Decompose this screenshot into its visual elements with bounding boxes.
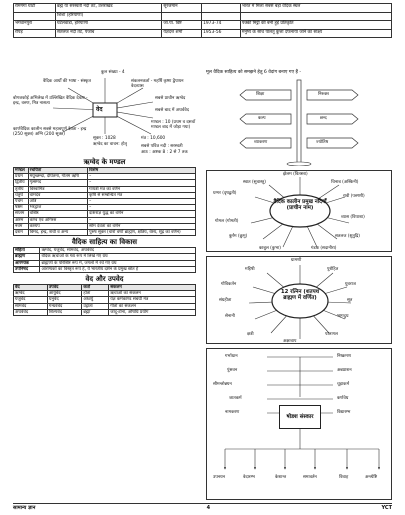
rivers-center: वैदिक कालीन प्रमुख नदियाँ (प्राचीन नाम): [273, 199, 327, 211]
table-cell: गृत्समद: [28, 180, 88, 186]
ratnin-center: 12 रत्निन (शतपथ ब्राह्मण में वर्णित): [280, 289, 320, 301]
table-cell: आयुर्वेद: [47, 291, 81, 297]
rivers-diagram: [206, 170, 392, 252]
vedanga-kalp: कल्प: [258, 116, 266, 121]
vaidik-table: [13, 247, 196, 273]
table-cell: पक्की मिट्टी की बनी हुई प्रतिकृति: [240, 21, 391, 30]
table-cell: –: [88, 217, 196, 223]
table-cell: शिल्पवेद: [47, 309, 81, 315]
table-row: [14, 29, 392, 38]
veda-title: कुल संख्या - 4: [101, 70, 125, 75]
mandala-title: ऋग्वेद के मण्डल: [83, 158, 126, 166]
table-cell: भारत में मिला सबसे बड़ा वैदिक स्थल: [240, 4, 391, 13]
table-cell: द्वितीय: [14, 180, 29, 186]
left-column: [13, 70, 196, 316]
vedanga-nirukt: निरुक्त: [318, 92, 329, 97]
table-cell: दशम: [14, 230, 29, 236]
veda-item-river: सबसे पवित्र नदी : सरस्वती: [141, 144, 183, 149]
veda-item-language: वैदिक आर्यों की भाषा - संस्कृत: [43, 79, 91, 84]
sanskar-antyeshti: अन्त्येष्टि: [365, 475, 377, 480]
ratnin-spokes: [207, 257, 393, 345]
table-row: [14, 230, 196, 236]
veda-diagram: [13, 70, 196, 156]
table-cell: यज्ञ कर्मकाण्ड संबंधी मंत्र: [109, 297, 196, 303]
ratnin-yuvraj: युवराज: [345, 282, 356, 287]
river-chinab: चिनाब (अस्किनी): [331, 180, 359, 185]
table-cell: नवम: [14, 223, 29, 229]
veda-center-label: वेद: [96, 106, 103, 113]
vedanga-caption: मूल वैदिक साहित्य को समझने हेतु 6 वेदांग बनाए गए हैं -: [206, 70, 302, 75]
ratnin-mahishi: महिषी: [245, 267, 255, 272]
table-cell: गायत्री मंत्र का वर्णन: [88, 186, 196, 192]
table-cell: वामदेव: [28, 192, 88, 198]
footer-page-number: 4: [206, 505, 211, 511]
ratnin-sangrahita: संग्रहीता: [219, 298, 232, 303]
sanskar-vidyarambh: विद्यारम्भ: [337, 410, 351, 415]
table-cell: विश्वामित्र: [28, 186, 88, 192]
ratnin-senani: सेनानी: [225, 314, 235, 319]
vedanga-shiksha: शिक्षा: [256, 92, 265, 97]
table-cell: अत्रि: [28, 199, 88, 205]
vedanga-jyotish: ज्योतिष: [316, 140, 329, 145]
river-gandak: गंडक (सदानीरा): [311, 246, 337, 251]
river-gomal: गोमल (गोमती): [215, 219, 239, 224]
veda-item-mandala: मण्डल : 10 (प्रथम व दसवाँ मण्डल बाद में जोड़ा गया): [151, 120, 196, 130]
table-cell: उद्गाता: [82, 303, 109, 309]
table-cell: दाशराज्ञ युद्ध का वर्णन: [88, 211, 196, 217]
ratnin-sut: सूत: [347, 298, 353, 303]
ratnin-diagram: [206, 256, 392, 344]
table-cell: धनुर्वेद: [47, 297, 81, 303]
sanskar-garbhadhan: गर्भाधान: [225, 354, 238, 359]
veda-item-oldest: सबसे प्राचीन ऋग्वेद: [155, 96, 186, 101]
sanskar-karnvedh: कर्णवेध: [337, 396, 349, 401]
vedanga-vyakaran: व्याकरण: [254, 140, 268, 145]
table-cell: ब्राह्मणों के परिशिष्ट रूप में, जंगलों में रचे गए ग्रंथ: [40, 260, 196, 266]
veda-item-compiler: संकलनकर्ता - महर्षि कृष्ण द्वैपायन वेदव्यास: [131, 79, 184, 89]
sanskar-annaprashan: अन्नप्राशन: [337, 368, 352, 373]
table-cell: भरद्वाज: [28, 205, 88, 211]
veda-item-latest: सबसे बाद में अथर्ववेद: [155, 108, 189, 113]
river-kabul: काबुल (कुभा): [259, 246, 281, 251]
vedanga-diagram: [206, 70, 392, 166]
river-ravi: रावी (परुष्णी): [343, 194, 365, 199]
table-cell: तृतीय: [14, 186, 29, 192]
sanskar-diagram: [206, 348, 392, 500]
table-cell: रोपड़: [14, 29, 56, 38]
veda-item-ashtak: आठ : अष्टक 8 : 2 से 7 तक: [141, 150, 188, 155]
ratnin-gramani: ग्रामणी: [291, 258, 302, 263]
veda-item-mantra: मंत्र : 10,600: [141, 136, 166, 141]
sanskar-center: षोडश संस्कार: [279, 405, 321, 429]
sanskar-punsavan: पुंसवन: [227, 368, 238, 373]
table-cell: घटेलवाडा, हरियाणा: [55, 21, 161, 30]
vedanga-chhand: छन्द: [320, 116, 327, 121]
table-cell: षष्ठम: [14, 205, 29, 211]
table-cell: वैदिक ऋचाओं के गद्य रूप में लिखे गए ग्रंथ: [40, 254, 196, 260]
ratnin-palagal: पालागल: [325, 332, 338, 337]
rivers-spokes: [207, 171, 393, 253]
sanskar-upanayan: उपनयन: [213, 475, 226, 480]
table-cell: शिशा (हरियाणा): [55, 12, 161, 21]
table-cell: सतलज नदी तट, पंजाब: [55, 29, 161, 38]
table-cell: [162, 12, 202, 21]
table-cell: सूरजमान: [162, 4, 202, 13]
sanskar-vivah: विवाह: [339, 475, 349, 480]
ratnin-bhagdugh: भागदुध: [337, 314, 349, 319]
ratnin-purohit: पुरोहित: [327, 267, 339, 272]
table-cell: मनुष्य के साथ पालतू कुत्ता दफनाया जाने का साक्ष्य: [240, 29, 391, 38]
signpost-graphic: [206, 70, 392, 166]
column-header: संकलन: [109, 285, 196, 291]
ved-upved-title: वेद और उपवेद: [85, 275, 124, 284]
table-cell: 1953-56: [202, 29, 241, 38]
column-header: वेद: [14, 285, 48, 291]
table-cell: ब्रह्म या सरस्वती नदी तट, उत्तराखंड: [55, 4, 161, 13]
table-cell: ऋचाओं का संकलन: [109, 291, 196, 297]
row-header: उपनिषद: [14, 266, 40, 272]
table-cell: सप्तम: [14, 211, 29, 217]
table-cell: यजुर्वेद: [14, 297, 48, 303]
table-row: [14, 12, 392, 21]
column-header: रचयिता: [28, 168, 88, 174]
page-footer: [13, 503, 392, 511]
table-cell: प्रथम: [14, 174, 29, 180]
row-header: संहिता: [14, 248, 40, 254]
table-cell: सामवेद: [14, 303, 48, 309]
sanskar-chudakarm: चूड़ाकर्म: [337, 382, 350, 387]
vaidik-title: वैदिक साहित्य का विकास: [71, 238, 138, 247]
row-header: ब्राह्मण: [14, 254, 40, 260]
table-cell: 1973-74: [202, 21, 241, 30]
river-vyas: व्यास (विपाशा): [341, 215, 365, 220]
table-cell: गीतों का संकलन: [109, 303, 196, 309]
table-cell: सोम देवता का वर्णन: [88, 223, 196, 229]
table-cell: ऋग्वेद, यजुर्वेद, सामवेद, अथर्ववेद: [40, 248, 196, 254]
sanskar-namkaran: नामकरण: [225, 410, 240, 415]
table-cell: यज्ञदत्त शर्मा: [162, 29, 202, 38]
table-cell: रामगंगा घाटी: [14, 4, 56, 13]
table-cell: कृषि से सम्बन्धित मंत्र: [88, 192, 196, 198]
table-cell: अथर्ववेद: [14, 309, 48, 315]
table-cell: ब्रह्मा: [82, 309, 109, 315]
table-cell: जादू-टोना, औषधि प्रयोग: [109, 309, 196, 315]
table-cell: आरण्यकों का विस्तृत रूप है, ये भारतीय दर्शन के प्रमुख स्रोत हैं: [40, 266, 196, 272]
table-cell: कण्व एवं अंगिरस: [28, 217, 88, 223]
table-cell: चतुर्थ: [14, 192, 29, 198]
footer-publisher: YCT: [381, 505, 392, 511]
table-cell: –: [88, 180, 196, 186]
table-cell: [14, 12, 56, 21]
table-cell: [202, 4, 241, 13]
ratnin-kshatri: क्षत्री: [247, 332, 254, 337]
table-cell: ऋग्वेद: [14, 291, 48, 297]
table-cell: –: [88, 199, 196, 205]
sanskar-jatkarm: जातकर्म: [229, 396, 242, 401]
table-cell: [240, 12, 391, 21]
table-cell: अध्वर्यु: [82, 297, 109, 303]
column-header: उपवेद: [47, 285, 81, 291]
table-cell: गन्धर्ववेद: [47, 303, 81, 309]
table-cell: –: [88, 205, 196, 211]
table-cell: जा.पा. विष्ट: [162, 21, 202, 30]
ratnin-akshavap: अक्षावाप: [283, 339, 297, 344]
sanskar-simantonnayan: सीमन्तोन्नयन: [213, 382, 232, 387]
table-cell: कश्यप: [28, 223, 88, 229]
veda-item-recitation: ऋग्वेद का वाचन: होतृ: [93, 142, 127, 147]
table-row: [14, 21, 392, 30]
table-cell: होता: [82, 291, 109, 297]
table-cell: पुरुष सूक्त (चारों वर्णों ब्राह्मण, क्षत्रिय, वैश्य, शूद्र का वर्णन): [88, 230, 196, 236]
sanskar-vedarambh: वेदारम्भ: [243, 475, 255, 480]
table-cell: मधुच्छन्दा, दीर्घतमा, गौतम ऋषि: [28, 174, 88, 180]
column-header: कर्ता: [82, 285, 109, 291]
sanskar-samavartan: समावर्तन: [303, 475, 317, 480]
table-cell: भगवानपुरा: [14, 21, 56, 30]
table-row: [14, 266, 196, 272]
sanskar-nishkraman: निष्क्रमण: [337, 354, 351, 359]
row-header: आरण्यक: [14, 260, 40, 266]
table-cell: [202, 12, 241, 21]
ved-upved-table: [13, 284, 196, 316]
column-header: मण्डल: [14, 168, 29, 174]
river-satluj: सतलज (शुतुद्रि): [335, 234, 360, 239]
table-cell: –: [88, 174, 196, 180]
footer-subject: सामान्य ज्ञान: [13, 505, 36, 511]
column-header: विशेष: [88, 168, 196, 174]
river-swat: स्वात (सुवास्तु): [243, 180, 266, 185]
veda-item-gods: कार्णवैदिक कालीन सबसे महत्वपूर्ण देवता - इन्द्र (250 सूक्त) अग्नि (200 सूक्त): [13, 127, 87, 137]
table-row: [14, 309, 196, 315]
sanskar-keshant: केशान्त: [275, 475, 287, 480]
table-cell: पंचम: [14, 199, 29, 205]
table-row: [14, 4, 392, 13]
table-cell: अष्टम: [14, 217, 29, 223]
sites-table: [13, 3, 392, 38]
mandala-table: [13, 167, 196, 236]
river-ghaggar: घग्गर (दृषद्वती): [213, 191, 237, 196]
table-cell: विमद, इन्द्र, शची व अन्य: [28, 230, 88, 236]
veda-item-sukta: सूक्त : 1028: [93, 136, 116, 141]
table-cell: वशिष्ठ: [28, 211, 88, 217]
veda-item-boghazkoi: बोगजकोई अभिलेख में उल्लिखित वैदिक देवता - इन्द्र, वरुण, मित्र नासत्य: [13, 96, 88, 106]
river-kurram: कुर्रम (क्रुमु): [229, 234, 248, 239]
ratnin-govikartan: गोविकर्तन: [221, 282, 237, 287]
river-jhelum: झेलम (वितस्ता): [283, 172, 308, 177]
